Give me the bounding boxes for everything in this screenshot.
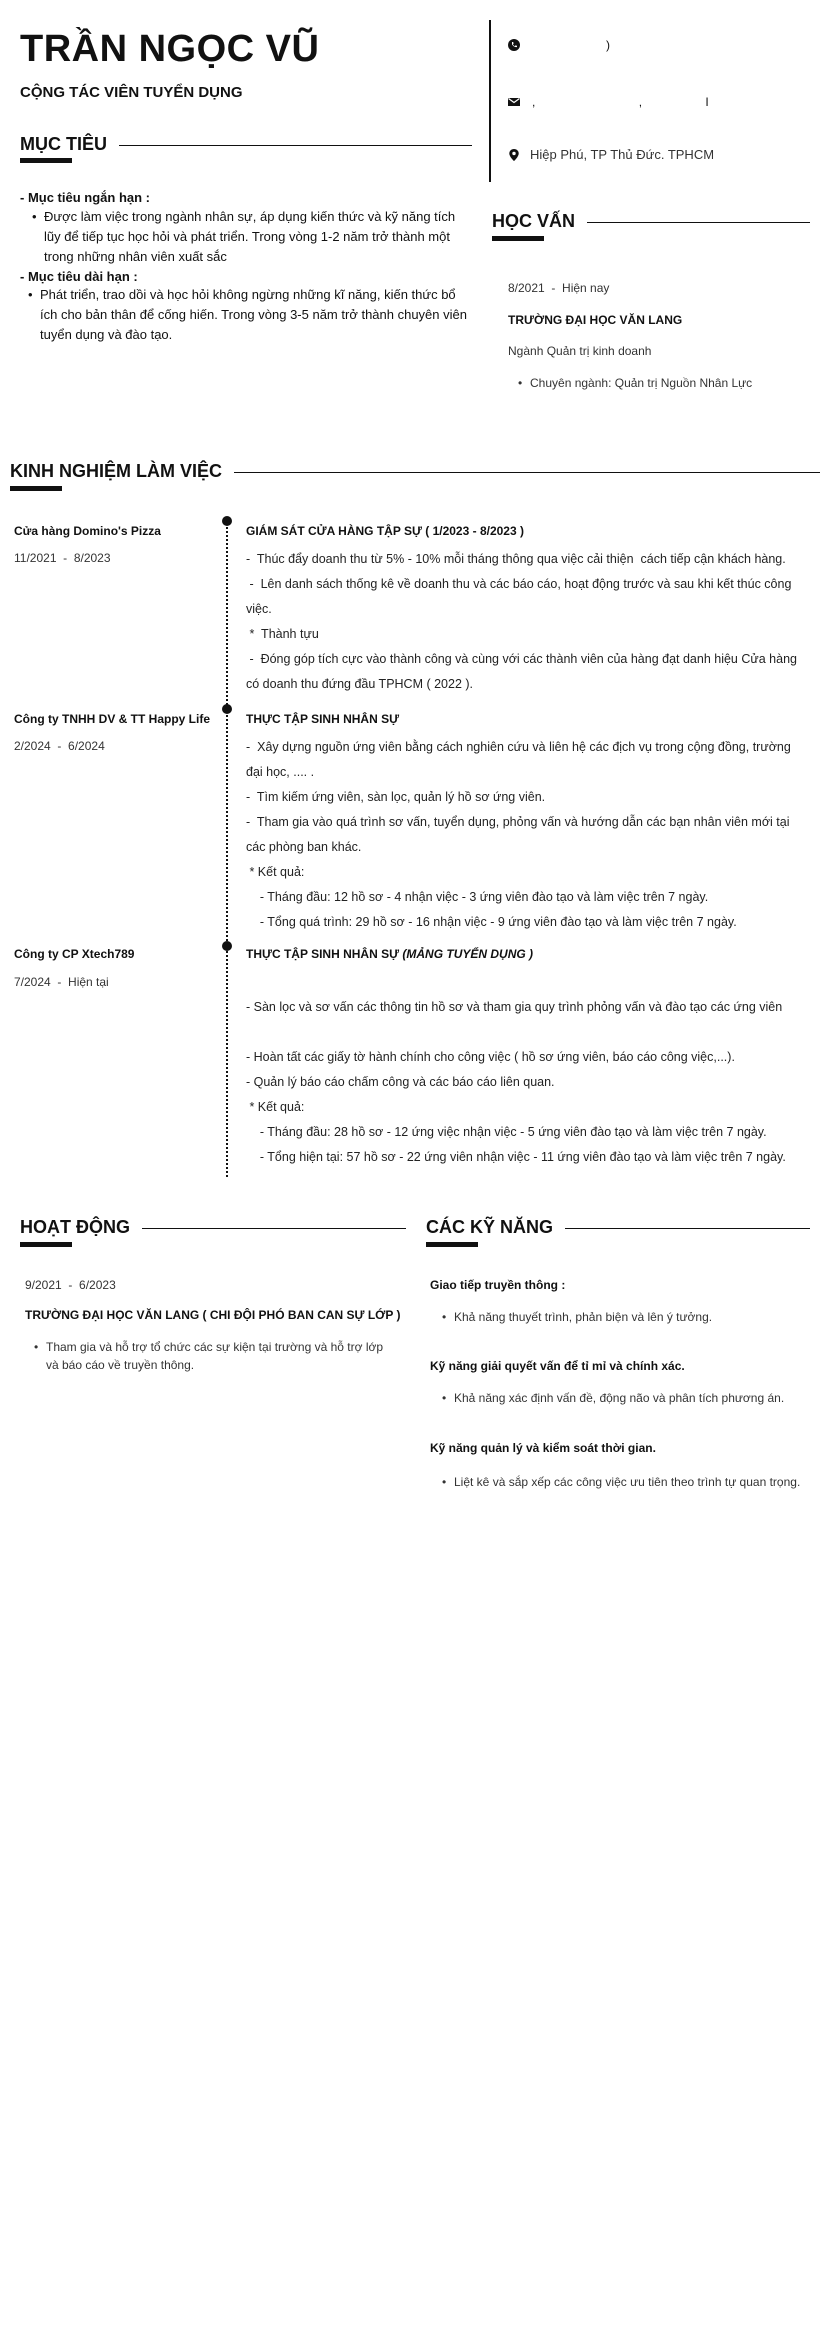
exp-2-line: đại học, .... . bbox=[246, 765, 315, 779]
exp-1-period: 11/2021 - 8/2023 bbox=[14, 551, 111, 565]
objective-short-label: - Mục tiêu ngắn hạn : bbox=[20, 190, 150, 205]
exp-1-line: việc. bbox=[246, 602, 272, 616]
skill-2-list bbox=[440, 1389, 810, 1407]
email-text: , , I bbox=[532, 95, 709, 109]
exp-1-line: * Thành tựu bbox=[246, 627, 319, 641]
header-divider bbox=[489, 20, 491, 182]
objective-rule bbox=[110, 145, 472, 146]
exp-2-line: - Xây dựng nguồn ứng viên bằng cách nghiên cứu và liên hệ các địch vụ trong cộng đồng, trường bbox=[246, 740, 791, 754]
education-underline bbox=[492, 236, 544, 241]
exp-1-line: - Lên danh sách thống kê về doanh thu và các báo cáo, hoạt động trước và sau khi kết thúc công bbox=[246, 577, 792, 591]
objective-underline bbox=[20, 158, 72, 163]
exp-3-position-wrap bbox=[246, 945, 533, 963]
activities-rule bbox=[128, 1228, 406, 1229]
exp-2-line: - Tham gia vào quá trình sơ vấn, tuyển dụng, phỏng vấn và hướng dẫn các bạn nhân viên mới tại bbox=[246, 815, 790, 829]
experience-rule bbox=[215, 472, 820, 473]
exp-3-position: THỰC TẬP SINH NHÂN SỰ bbox=[246, 947, 400, 961]
skill-1-list bbox=[440, 1308, 810, 1326]
experience-underline bbox=[10, 486, 62, 491]
skills-title: CÁC KỸ NĂNG bbox=[426, 1217, 565, 1238]
exp-1-line: có doanh thu đứng đầu TPHCM ( 2022 ). bbox=[246, 677, 474, 691]
exp-2-line: - Tìm kiếm ứng viên, sàn lọc, quản lý hồ sơ ứng viên. bbox=[246, 790, 546, 804]
timeline-dot-3 bbox=[222, 941, 232, 951]
experience-title: KINH NGHIỆM LÀM VIỆC bbox=[10, 461, 234, 482]
activities-desc: • Tham gia và hỗ trợ tổ chức các sự kiện tại trường và hỗ trợ lớp và báo cáo về truyền thông. bbox=[32, 1338, 392, 1374]
exp-1-line: - Thúc đẩy doanh thu từ 5% - 10% mỗi tháng thông qua việc cải thiện cách tiếp cận khách hàng. bbox=[246, 552, 786, 566]
exp-1-line: - Đóng góp tích cực vào thành công và cùng với các thành viên của hàng đạt danh hiệu Cửa hàng bbox=[246, 652, 797, 666]
exp-3-line: - Tháng đầu: 28 hồ sơ - 12 ứng việc nhận việc - 5 ứng viên đào tạo và làm việc trên 7 ngày. bbox=[246, 1125, 767, 1139]
exp-3-line bbox=[246, 970, 816, 995]
contact-email bbox=[508, 95, 709, 113]
skill-3-list bbox=[440, 1470, 810, 1495]
exp-2-details bbox=[246, 735, 816, 935]
exp-2-company: Công ty TNHH DV & TT Happy Life bbox=[14, 712, 210, 726]
education-rule bbox=[578, 222, 810, 223]
education-title: HỌC VẤN bbox=[492, 211, 587, 232]
exp-3-period: 7/2024 - Hiện tại bbox=[14, 975, 109, 989]
activities-underline bbox=[20, 1242, 72, 1247]
contact-address bbox=[508, 147, 715, 166]
exp-3-line: - Sàn lọc và sơ vấn các thông tin hồ sơ và tham gia quy trình phỏng vấn và đào tạo các ứng viên bbox=[246, 1000, 783, 1014]
education-period: 8/2021 - Hiện nay bbox=[508, 281, 610, 295]
exp-3-position-suffix: (MẢNG TUYỂN DỤNG ) bbox=[402, 947, 534, 961]
exp-3-line: - Tổng hiện tại: 57 hồ sơ - 22 ứng viên nhận việc - 11 ứng viên đào tạo và làm việc trên 7 ngày. bbox=[246, 1150, 786, 1164]
phone-text: ) bbox=[606, 38, 610, 52]
objective-long-text: • Phát triển, trao dồi và học hỏi không ngừng những kĩ năng, kiến thức bổ ích cho bản thân để cống hiến. Trong vòng 3-5 năm trở thành chuyên viên tuyển dụng và đào tạo. bbox=[26, 285, 470, 345]
objective-long-label: - Mục tiêu dài hạn : bbox=[20, 269, 138, 284]
activities-period: 9/2021 - 6/2023 bbox=[25, 1278, 116, 1292]
exp-1-position: GIÁM SÁT CỬA HÀNG TẬP SỰ ( 1/2023 - 8/2023 ) bbox=[246, 524, 524, 538]
location-icon bbox=[508, 149, 520, 161]
exp-1-details bbox=[246, 547, 816, 697]
objective-short-list bbox=[30, 207, 470, 267]
objective-title: MỤC TIÊU bbox=[20, 134, 119, 155]
education-specialization: • Chuyên ngành: Quản trị Nguồn Nhân Lực bbox=[516, 374, 816, 392]
exp-2-position: THỰC TẬP SINH NHÂN SỰ bbox=[246, 712, 400, 726]
activities-list bbox=[32, 1338, 392, 1374]
education-school: TRƯỜNG ĐẠI HỌC VĂN LANG bbox=[508, 313, 683, 327]
skill-1-desc: • Khả năng thuyết trình, phản biện và lên ý tưởng. bbox=[440, 1308, 810, 1326]
exp-3-line: - Hoàn tất các giấy tờ hành chính cho công việc ( hồ sơ ứng viên, báo cáo công việc,...). bbox=[246, 1050, 735, 1064]
skill-2-desc: • Khả năng xác định vấn đề, động não và phân tích phương án. bbox=[440, 1389, 810, 1407]
candidate-role: CỘNG TÁC VIÊN TUYỂN DỤNG bbox=[20, 84, 243, 101]
exp-3-details bbox=[246, 970, 816, 1170]
timeline-dot-1 bbox=[222, 516, 232, 526]
email-icon bbox=[508, 96, 520, 108]
exp-2-line: - Tổng quá trình: 29 hồ sơ - 16 nhận việc - 9 ứng viên đào tạo và làm việc trên 7 ngày. bbox=[246, 915, 737, 929]
education-major: Ngành Quản trị kinh doanh bbox=[508, 344, 652, 358]
exp-3-line: - Quản lý báo cáo chấm công và các báo cáo liên quan. bbox=[246, 1075, 555, 1089]
exp-2-period: 2/2024 - 6/2024 bbox=[14, 739, 105, 753]
timeline-dot-2 bbox=[222, 704, 232, 714]
timeline-line bbox=[226, 522, 228, 1177]
phone-icon bbox=[508, 39, 520, 51]
skills-underline bbox=[426, 1242, 478, 1247]
exp-2-line: các phòng ban khác. bbox=[246, 840, 362, 854]
objective-long-list bbox=[26, 285, 470, 345]
exp-3-line bbox=[246, 1020, 816, 1045]
education-specialization-list bbox=[516, 374, 816, 392]
exp-3-line: * Kết quả: bbox=[246, 1100, 305, 1114]
exp-2-line: - Tháng đầu: 12 hồ sơ - 4 nhận việc - 3 ứng viên đào tạo và làm việc trên 7 ngày. bbox=[246, 890, 709, 904]
objective-short-text: • Được làm việc trong ngành nhân sự, áp dụng kiến thức và kỹ năng tích lũy để tiếp tục học hỏi và phát triển. Trong vòng 1-2 năm trở thành một trong những nhân viên xuất sắc bbox=[30, 207, 470, 267]
skills-rule bbox=[546, 1228, 810, 1229]
activities-title: HOẠT ĐỘNG bbox=[20, 1217, 142, 1238]
skill-3-name: Kỹ năng quản lý và kiểm soát thời gian. bbox=[430, 1441, 656, 1455]
contact-phone bbox=[508, 38, 610, 56]
address-text: Hiệp Phú, TP Thủ Đức. TPHCM bbox=[530, 147, 715, 162]
exp-2-line: * Kết quả: bbox=[246, 865, 305, 879]
candidate-name: TRẦN NGỌC VŨ bbox=[20, 28, 320, 70]
activities-org: TRƯỜNG ĐẠI HỌC VĂN LANG ( CHI ĐỘI PHÓ BAN CAN SỰ LỚP ) bbox=[25, 1308, 401, 1322]
exp-3-company: Công ty CP Xtech789 bbox=[14, 947, 135, 961]
skill-3-desc: • Liệt kê và sắp xếp các công việc ưu tiên theo trình tự quan trọng. bbox=[440, 1470, 810, 1495]
skill-1-name: Giao tiếp truyền thông : bbox=[430, 1278, 566, 1292]
exp-1-company: Cửa hàng Domino's Pizza bbox=[14, 524, 161, 538]
skill-2-name: Kỹ năng giải quyết vấn để tỉ mỉ và chính xác. bbox=[430, 1359, 685, 1373]
